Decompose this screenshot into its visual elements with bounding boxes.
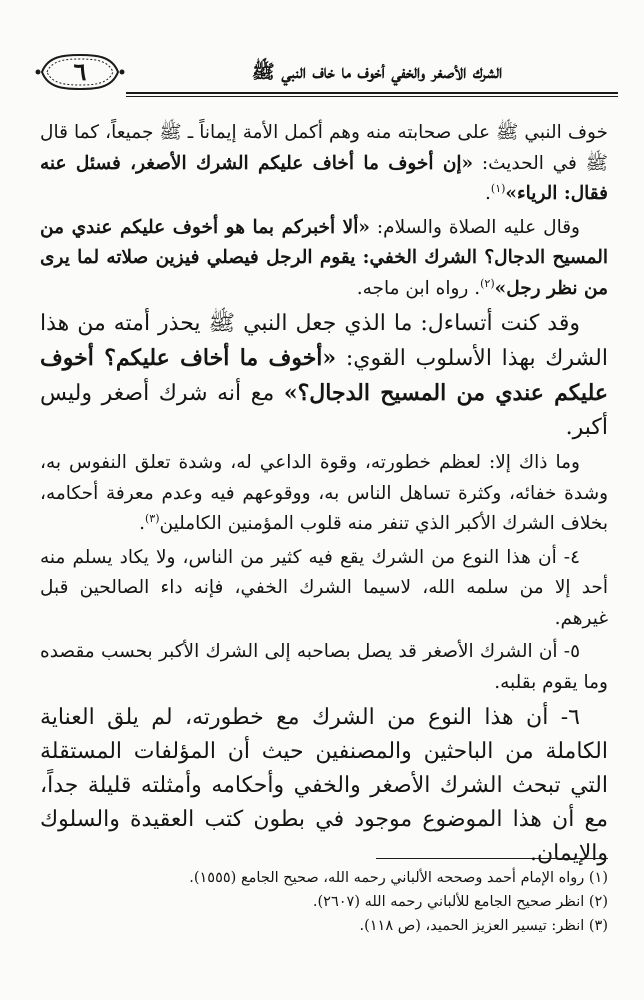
p4-end: . (139, 513, 145, 534)
list-item-4: ٤- أن هذا النوع من الشرك يقع فيه كثير من الناس، ولا يكاد يسلم منه أحد إلا من سلمه الله، لاسيما الشرك الخفي، فإنه داء الصالحين قبل غيرهم. (40, 546, 608, 629)
footnote-ref-1: (١) (490, 181, 506, 195)
footnote-2: (٢) انظر صحيح الجامع للألباني رحمه الله (٢٦٠٧). (312, 894, 608, 910)
footnote-separator (376, 858, 608, 859)
page-number: ٦ (73, 57, 87, 86)
header-rule-thin (126, 96, 618, 97)
p1-text: خوف النبي ﷺ على صحابته منه وهم أكمل الأمة إيماناً ـ ﷺ جميعاً، كما قال ﷺ في الحديث: (40, 122, 609, 174)
footnote-3: (٣) انظر: تيسير العزيز الحميد، (ص ١١٨). (359, 918, 608, 934)
p3-end: مع أنه شرك أصغر وليس أكبر. (40, 381, 608, 440)
hadith-quote-2: «ألا أخبركم بما هو أخوف عليكم عندي من المسيح الدجال؟ الشرك الخفي: يقوم الرجل فيصلي فيزين صلاته لما يرى من نظر رجل» (40, 216, 608, 299)
p4-text: وما ذاك إلا: لعظم خطورته، وقوة الداعي له، وشدة تعلق النفوس به، وشدة خفائه، وكثرة تساهل الناس به، ووقوعهم فيه وعدم معرفة أحكامه، بخلاف الشرك الأكبر الذي تنفر منه قلوب المؤمنين الكاملين (40, 452, 608, 534)
page-header (34, 52, 618, 96)
footnote-ref-3: (٣) (144, 511, 160, 525)
paragraph-1 (40, 118, 608, 210)
hadith-quote-1: «إن أخوف ما أخاف عليكم الشرك الأصغر، فسئل عنه فقال: الرياء» (40, 152, 608, 204)
footnote-ref-2: (٢) (480, 276, 495, 290)
page-number-badge (34, 52, 126, 92)
paragraph-4 (40, 448, 608, 540)
list-item-5: ٥- أن الشرك الأصغر قد يصل بصاحبه إلى الشرك الأكبر بحسب مقصده وما يقوم بقلبه. (40, 641, 608, 693)
p2-text: وقال عليه الصلاة والسلام: (369, 216, 580, 238)
footnotes (40, 866, 608, 938)
paragraph-3 (40, 307, 608, 445)
running-title: الشرك الأصغر والخفي أخوف ما خاف النبي ﷺ (251, 61, 503, 83)
header-rule (126, 92, 618, 94)
p3-text: وقد كنت أتساءل: ما الذي جعل النبي ﷺ يحذر أمته من هذا الشرك بهذا الأسلوب القوي: (40, 311, 608, 371)
p1-end: . (485, 183, 491, 204)
hadith-quote-3: «أخوف ما أخاف عليكم؟ أخوف عليكم عندي من المسيح الدجال؟» (40, 345, 608, 406)
p2-end: . رواه ابن ماجه. (356, 277, 481, 299)
paragraph-2 (40, 213, 608, 305)
footnote-1: (١) رواه الإمام أحمد وصححه الألباني رحمه الله، صحيح الجامع (١٥٥٥). (189, 870, 608, 886)
main-text (40, 118, 608, 874)
list-item-6: ٦- أن هذا النوع من الشرك مع خطورته، لم يلق العناية الكاملة من الباحثين والمصنفين حيث أن المؤلفات المستقلة التي تبحث الشرك الأصغر والخفي وأحكامه وأمثلته قليلة جداً، مع أن هذا الموضوع موجود في بطون كتب العقيدة والسلوك والإيمان. (40, 705, 608, 866)
